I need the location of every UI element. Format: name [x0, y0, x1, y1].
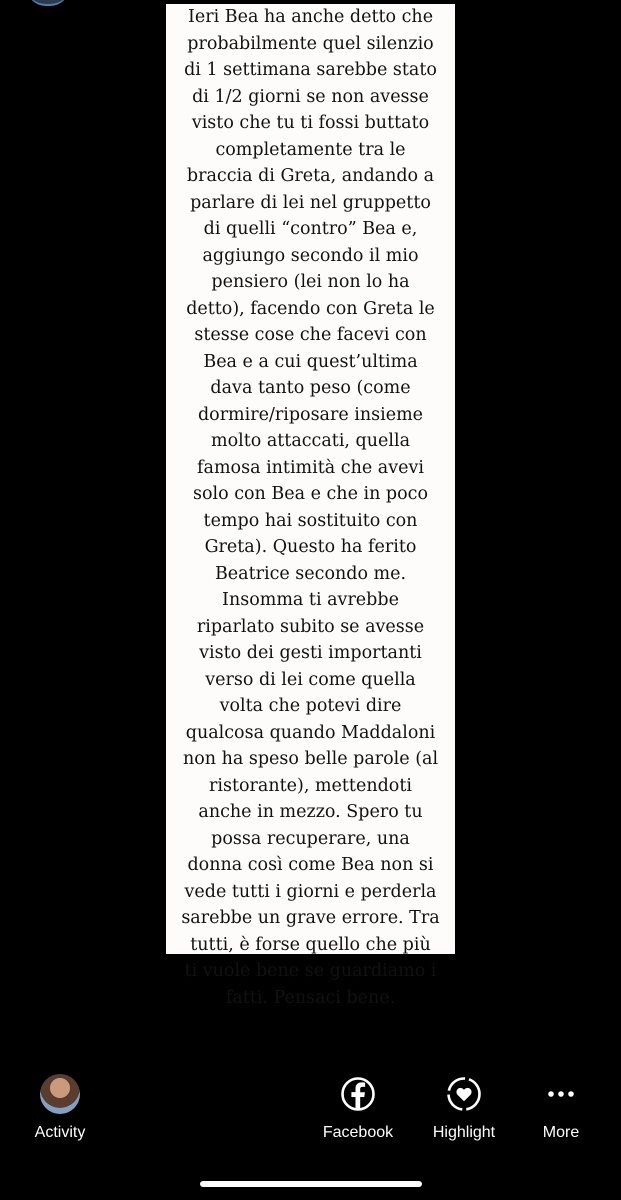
- story-line: completamente tra le: [215, 139, 406, 160]
- highlight-icon: [444, 1074, 484, 1114]
- story-line: riparlato subito se avesse: [196, 616, 425, 637]
- story-line: pensiero (lei non lo ha: [211, 272, 410, 292]
- activity-avatar-wrap: [40, 1074, 80, 1114]
- facebook-label: Facebook: [322, 1124, 394, 1141]
- story-line: Bea e a cui quest’ultima: [203, 351, 418, 372]
- story-line: visto dei gesti importanti: [199, 643, 422, 663]
- story-line: ristorante), mettendoti: [209, 775, 412, 796]
- avatar: [40, 1074, 80, 1114]
- story-line: visto che tu ti fossi buttato: [191, 113, 430, 133]
- story-text-card: [166, 4, 455, 1008]
- story-line: probabilmente quel silenzio: [187, 33, 434, 54]
- story-line: verso di lei come quella: [205, 669, 416, 690]
- bottom-action-bar: [0, 1060, 621, 1160]
- story-text: [174, 4, 447, 1011]
- home-indicator[interactable]: [200, 1181, 422, 1187]
- story-line: tempo hai sostituito con: [203, 510, 418, 531]
- story-line: anche in mezzo. Spero tu: [198, 802, 423, 822]
- story-line: possa recuperare, una: [211, 828, 410, 849]
- story-line: dormire/riposare insieme: [197, 404, 424, 425]
- facebook-icon: [338, 1074, 378, 1114]
- top-avatar: [26, 0, 70, 6]
- activity-label: Activity: [34, 1124, 86, 1141]
- story-line: Greta). Questo ha ferito: [204, 537, 417, 557]
- story-line: stesse cose che facevi con: [194, 325, 427, 345]
- story-line: famosa intimità che avevi: [197, 457, 424, 478]
- story-line: sarebbe un grave errore. Tra: [181, 908, 440, 928]
- story-line: qualcosa quando Maddaloni: [185, 722, 436, 743]
- story-line: dava tanto peso (come: [210, 378, 411, 398]
- story-line: non ha speso belle parole (al: [182, 749, 439, 769]
- facebook-button[interactable]: [313, 1074, 403, 1142]
- story-line: Insomma ti avrebbe: [222, 590, 399, 610]
- story-line: braccia di Greta, andando a: [186, 166, 435, 186]
- highlight-button[interactable]: [419, 1074, 509, 1142]
- more-button[interactable]: [516, 1074, 606, 1142]
- more-label: More: [542, 1124, 580, 1141]
- story-line: parlare di lei nel gruppetto: [190, 192, 431, 213]
- story-line: tutti, è forse quello che più: [190, 934, 431, 955]
- story-line: volta che potevi dire: [219, 696, 402, 716]
- story-line: fatti. Pensaci bene.: [225, 987, 396, 1008]
- story-line: Beatrice secondo me.: [214, 563, 407, 584]
- story-line: aggiungo secondo il mio: [202, 245, 419, 266]
- story-line: vede tutti i giorni e perderla: [184, 881, 437, 902]
- story-line: molto attaccati, quella: [210, 431, 411, 451]
- story-line: di 1/2 giorni se non avesse: [192, 86, 429, 107]
- story-line: di quelli “contro” Bea e,: [203, 219, 418, 239]
- activity-button[interactable]: [15, 1074, 105, 1142]
- story-line: donna così come Bea non si: [187, 855, 434, 875]
- more-icon: [541, 1074, 581, 1114]
- story-line: solo con Bea e che in poco: [192, 484, 428, 504]
- story-line: di 1 settimana sarebbe stato: [184, 60, 437, 80]
- story-line: Ieri Bea ha anche detto che: [187, 7, 434, 27]
- highlight-label: Highlight: [432, 1124, 496, 1141]
- story-line: ti vuole bene se guardiamo i: [184, 961, 437, 981]
- story-line: detto), facendo con Greta le: [186, 298, 435, 319]
